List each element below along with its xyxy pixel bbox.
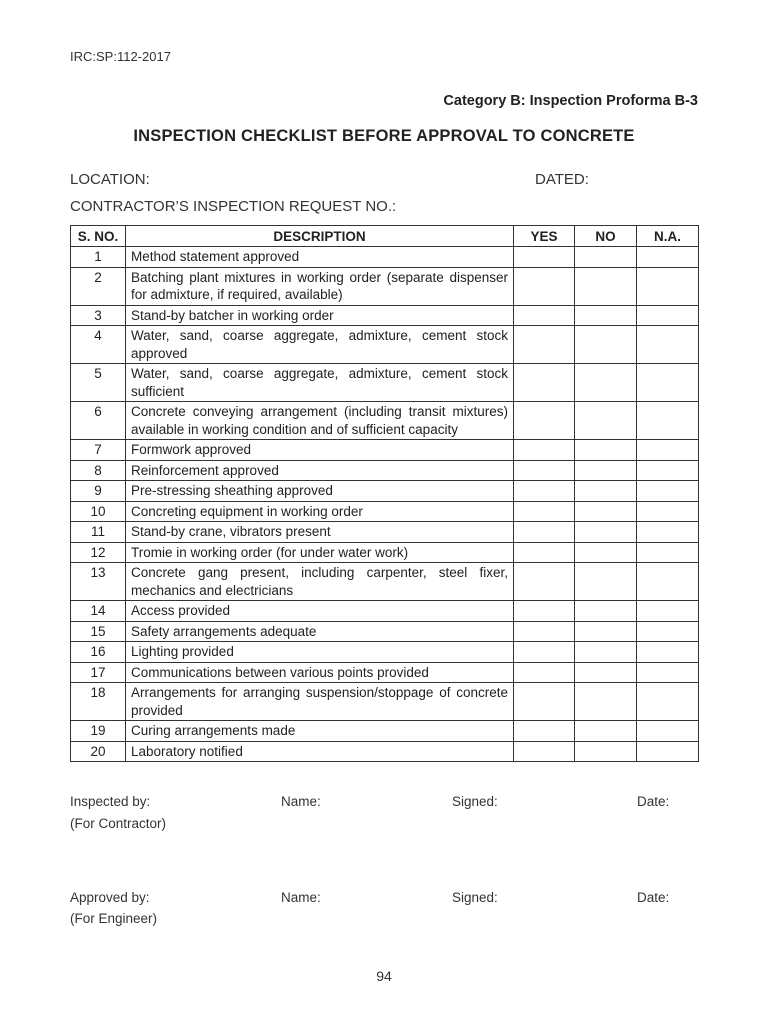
row-serial-number: 12 <box>71 542 126 563</box>
row-yes-cell[interactable] <box>514 662 575 683</box>
row-na-cell[interactable] <box>637 542 699 563</box>
table-row <box>71 542 699 563</box>
row-description: Concrete gang present, including carpenter, steel fixer, mechanics and electricians <box>126 563 514 601</box>
row-description: Method statement approved <box>126 247 514 268</box>
column-header-yes: YES <box>514 226 575 247</box>
row-na-cell[interactable] <box>637 721 699 742</box>
row-yes-cell[interactable] <box>514 481 575 502</box>
row-yes-cell[interactable] <box>514 721 575 742</box>
row-yes-cell[interactable] <box>514 267 575 305</box>
table-header-row <box>71 226 699 247</box>
row-yes-cell[interactable] <box>514 563 575 601</box>
row-na-cell[interactable] <box>637 267 699 305</box>
table-row <box>71 601 699 622</box>
row-description: Communications between various points provided <box>126 662 514 683</box>
checklist-body <box>71 247 699 762</box>
row-serial-number: 1 <box>71 247 126 268</box>
page-title: INSPECTION CHECKLIST BEFORE APPROVAL TO CONCRETE <box>133 127 635 145</box>
row-yes-cell[interactable] <box>514 402 575 440</box>
contractor-signed-label: Signed: <box>452 794 498 809</box>
row-yes-cell[interactable] <box>514 501 575 522</box>
row-description: Reinforcement approved <box>126 460 514 481</box>
inspected-by-label: Inspected by: <box>70 794 151 809</box>
row-description: Water, sand, coarse aggregate, admixture, cement stock sufficient <box>126 364 514 402</box>
engineer-name-label: Name: <box>281 890 321 905</box>
row-serial-number: 10 <box>71 501 126 522</box>
row-serial-number: 11 <box>71 522 126 543</box>
row-yes-cell[interactable] <box>514 326 575 364</box>
table-row <box>71 642 699 663</box>
row-no-cell[interactable] <box>575 642 637 663</box>
row-serial-number: 20 <box>71 741 126 762</box>
table-row <box>71 364 699 402</box>
table-row <box>71 481 699 502</box>
row-yes-cell[interactable] <box>514 601 575 622</box>
row-no-cell[interactable] <box>575 267 637 305</box>
approved-by-label: Approved by: <box>70 890 150 905</box>
row-serial-number: 17 <box>71 662 126 683</box>
row-serial-number: 4 <box>71 326 126 364</box>
row-yes-cell[interactable] <box>514 364 575 402</box>
row-description: Safety arrangements adequate <box>126 621 514 642</box>
column-header-na: N.A. <box>637 226 699 247</box>
row-na-cell[interactable] <box>637 563 699 601</box>
row-serial-number: 2 <box>71 267 126 305</box>
row-na-cell[interactable] <box>637 741 699 762</box>
row-yes-cell[interactable] <box>514 305 575 326</box>
row-serial-number: 15 <box>71 621 126 642</box>
row-no-cell[interactable] <box>575 741 637 762</box>
contractor-date-label: Date: <box>637 794 670 809</box>
row-description: Lighting provided <box>126 642 514 663</box>
table-row <box>71 662 699 683</box>
row-description: Batching plant mixtures in working order (separate dispenser for admixture, if required, available) <box>126 267 514 305</box>
row-no-cell[interactable] <box>575 601 637 622</box>
row-description: Stand-by batcher in working order <box>126 305 514 326</box>
table-row <box>71 721 699 742</box>
row-serial-number: 14 <box>71 601 126 622</box>
engineer-date-label: Date: <box>637 890 670 905</box>
row-serial-number: 6 <box>71 402 126 440</box>
row-serial-number: 3 <box>71 305 126 326</box>
contractor-name-label: Name: <box>281 794 321 809</box>
table-row <box>71 460 699 481</box>
row-no-cell[interactable] <box>575 662 637 683</box>
page-number: 94 <box>376 968 392 984</box>
row-na-cell[interactable] <box>637 481 699 502</box>
row-description: Stand-by crane, vibrators present <box>126 522 514 543</box>
row-no-cell[interactable] <box>575 247 637 268</box>
row-yes-cell[interactable] <box>514 542 575 563</box>
row-description: Laboratory notified <box>126 741 514 762</box>
row-serial-number: 18 <box>71 683 126 721</box>
row-no-cell[interactable] <box>575 522 637 543</box>
inspection-request-label: CONTRACTOR’S INSPECTION REQUEST NO.: <box>70 198 397 215</box>
row-description: Water, sand, coarse aggregate, admixture, cement stock approved <box>126 326 514 364</box>
row-description: Concreting equipment in working order <box>126 501 514 522</box>
row-na-cell[interactable] <box>637 642 699 663</box>
row-yes-cell[interactable] <box>514 460 575 481</box>
table-row <box>71 247 699 268</box>
table-row <box>71 501 699 522</box>
row-no-cell[interactable] <box>575 683 637 721</box>
row-na-cell[interactable] <box>637 601 699 622</box>
row-na-cell[interactable] <box>637 683 699 721</box>
row-na-cell[interactable] <box>637 402 699 440</box>
row-yes-cell[interactable] <box>514 642 575 663</box>
table-row <box>71 563 699 601</box>
row-no-cell[interactable] <box>575 326 637 364</box>
row-yes-cell[interactable] <box>514 522 575 543</box>
column-header-sno: S. NO. <box>71 226 126 247</box>
row-description: Access provided <box>126 601 514 622</box>
row-na-cell[interactable] <box>637 364 699 402</box>
table-row <box>71 741 699 762</box>
row-na-cell[interactable] <box>637 440 699 461</box>
row-serial-number: 19 <box>71 721 126 742</box>
row-serial-number: 9 <box>71 481 126 502</box>
location-label: LOCATION: <box>70 171 150 188</box>
row-no-cell[interactable] <box>575 563 637 601</box>
dated-label: DATED: <box>535 171 589 188</box>
row-description: Formwork approved <box>126 440 514 461</box>
row-serial-number: 13 <box>71 563 126 601</box>
row-description: Tromie in working order (for under water work) <box>126 542 514 563</box>
row-description: Curing arrangements made <box>126 721 514 742</box>
for-engineer-label: (For Engineer) <box>70 911 158 926</box>
column-header-no: NO <box>575 226 637 247</box>
table-row <box>71 267 699 305</box>
for-contractor-label: (For Contractor) <box>70 816 167 831</box>
table-row <box>71 683 699 721</box>
row-na-cell[interactable] <box>637 460 699 481</box>
column-header-description: DESCRIPTION <box>126 226 514 247</box>
row-no-cell[interactable] <box>575 460 637 481</box>
row-no-cell[interactable] <box>575 621 637 642</box>
engineer-signed-label: Signed: <box>452 890 498 905</box>
inspection-checklist-table <box>70 225 699 762</box>
row-no-cell[interactable] <box>575 721 637 742</box>
row-na-cell[interactable] <box>637 662 699 683</box>
row-yes-cell[interactable] <box>514 247 575 268</box>
row-description: Arrangements for arranging suspension/stoppage of concrete provided <box>126 683 514 721</box>
row-yes-cell[interactable] <box>514 741 575 762</box>
row-no-cell[interactable] <box>575 542 637 563</box>
row-serial-number: 16 <box>71 642 126 663</box>
row-na-cell[interactable] <box>637 326 699 364</box>
table-row <box>71 440 699 461</box>
row-na-cell[interactable] <box>637 522 699 543</box>
table-row <box>71 621 699 642</box>
row-yes-cell[interactable] <box>514 621 575 642</box>
table-row <box>71 402 699 440</box>
row-na-cell[interactable] <box>637 247 699 268</box>
row-no-cell[interactable] <box>575 481 637 502</box>
row-yes-cell[interactable] <box>514 440 575 461</box>
row-no-cell[interactable] <box>575 501 637 522</box>
proforma-category: Category B: Inspection Proforma B-3 <box>443 93 698 109</box>
row-yes-cell[interactable] <box>514 683 575 721</box>
row-na-cell[interactable] <box>637 501 699 522</box>
document-code: IRC:SP:112-2017 <box>70 49 171 64</box>
row-no-cell[interactable] <box>575 440 637 461</box>
table-row <box>71 305 699 326</box>
table-row <box>71 326 699 364</box>
row-serial-number: 7 <box>71 440 126 461</box>
row-no-cell[interactable] <box>575 364 637 402</box>
table-row <box>71 522 699 543</box>
row-serial-number: 5 <box>71 364 126 402</box>
row-serial-number: 8 <box>71 460 126 481</box>
row-description: Concrete conveying arrangement (including transit mixtures) available in working condition and of sufficient capacity <box>126 402 514 440</box>
row-na-cell[interactable] <box>637 305 699 326</box>
row-description: Pre-stressing sheathing approved <box>126 481 514 502</box>
row-no-cell[interactable] <box>575 402 637 440</box>
row-no-cell[interactable] <box>575 305 637 326</box>
row-na-cell[interactable] <box>637 621 699 642</box>
